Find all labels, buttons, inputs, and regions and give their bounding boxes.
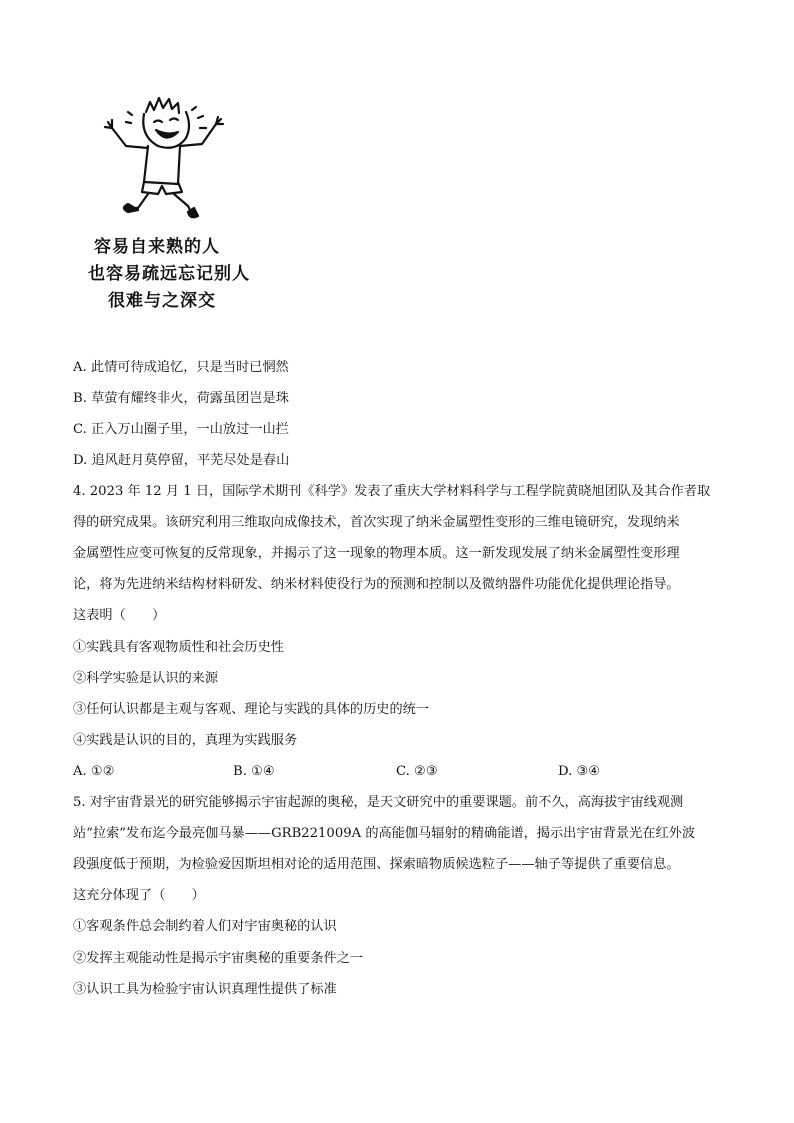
q5-stem-line-1: 5. 对宇宙背景光的研究能够揭示宇宙起源的奥秘，是天文研究中的重要课题。前不久，高海拔宇宙线观测: [73, 795, 684, 810]
q4-stem-line-2: 得的研究成果。该研究利用三维取向成像技术，首次实现了纳米金属塑性变形的三维电镜研究，发现纳米: [73, 515, 680, 530]
q5-statement-2: ②发挥主观能动性是揭示宇宙奥秘的重要条件之一: [73, 951, 364, 966]
q4-choice-c: C. ②③: [396, 764, 438, 779]
q3-option-c: C. 正入万山圈子里，一山放过一山拦: [73, 422, 289, 437]
q5-statement-3: ③认识工具为检验宇宙认识真理性提供了标准: [73, 982, 337, 997]
q5-stem-line-3: 段强度低于预期，为检验爱因斯坦相对论的适用范围、探索暗物质候选粒子——轴子等提供了重要信息。: [73, 857, 680, 872]
caption-line-1: 容易自来熟的人: [94, 237, 220, 257]
q5-statement-1: ①客观条件总会制约着人们对宇宙奥秘的认识: [73, 919, 337, 934]
q4-stem-line-3: 金属塑性应变可恢复的反常现象，并揭示了这一现象的物理本质。这一新发现发展了纳米金属塑性变形理: [73, 546, 680, 561]
q3-option-d: D. 追风赶月莫停留，平芜尽处是春山: [73, 453, 290, 468]
caption-line-2: 也容易疏远忘记别人: [88, 264, 250, 284]
q4-choice-a: A. ①②: [73, 764, 115, 779]
q4-stem-line-5: 这表明（ ）: [73, 608, 166, 623]
q4-stem-line-1: 4. 2023 年 12 月 1 日，国际学术期刊《科学》发表了重庆大学材料科学与工程学院黄晓旭团队及其合作者取: [73, 484, 711, 499]
cartoon-figure: [88, 90, 268, 315]
q4-statement-3: ③任何认识都是主观与客观、理论与实践的具体的历史的统一: [73, 702, 430, 717]
q4-statement-4: ④实践是认识的目的，真理为实践服务: [73, 733, 298, 748]
laughing-boy-drawing: [88, 90, 268, 220]
q4-stem-line-4: 论，将为先进纳米结构材料研发、纳米材料使役行为的预测和控制以及微纳器件功能优化提供理论指导。: [73, 577, 680, 592]
q4-choice-b: B. ①④: [233, 764, 275, 779]
q3-option-a: A. 此情可待成追忆，只是当时已惘然: [73, 360, 289, 375]
caption-line-3: 很难与之深交: [108, 291, 216, 311]
q3-option-b: B. 草萤有耀终非火，荷露虽团岂是珠: [73, 391, 289, 406]
q5-stem-line-2: 站“拉索”发布迄今最亮伽马暴——GRB221009A 的高能伽马辐射的精确能谱，揭示出宇宙背景光在红外波: [73, 826, 696, 841]
q4-statement-2: ②科学实验是认识的来源: [73, 671, 219, 686]
q4-statement-1: ①实践具有客观物质性和社会历史性: [73, 640, 284, 655]
q5-stem-line-4: 这充分体现了（ ）: [73, 888, 205, 903]
q4-choice-d: D. ③④: [558, 764, 601, 779]
